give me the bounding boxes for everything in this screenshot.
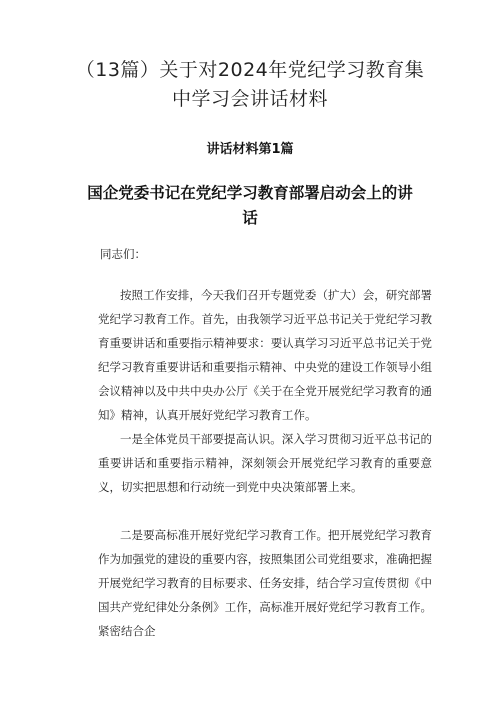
section-label: 讲话材料第1篇 (206, 142, 294, 157)
salutation: 同志们： (100, 247, 146, 261)
body-paragraph: 按照工作安排，今天我们召开专题党委（扩大）会，研究部署党纪学习教育工作。首先，由我领学习近平总书记关于党纪学习教育重要讲话和重要指示精神要求：要认真学习习近平总书记关于党纪学习教育重要讲话和重要指示精神、中央党的建设工作领导小组会议精神以及中共中央办公厅《关于在全党开展党纪学习教育的通知》精神，认真开展好党纪学习教育工作。 (98, 288, 432, 422)
document-title: （13篇）关于对2024年党纪学习教育集中学习会讲话材料 (75, 59, 425, 110)
speech-title: 国企党委书记在党纪学习教育部署启动会上的讲话 (87, 184, 413, 227)
body-paragraph: 一是全体党员干部要提高认识。深入学习贯彻习近平总书记的重要讲话和重要指示精神，深刻领会开展党纪学习教育的重要意义，切实把思想和行动统一到党中央决策部署上来。 (98, 432, 432, 494)
body-paragraph: 二是要高标准开展好党纪学习教育工作。把开展党纪学习教育作为加强党的建设的重要内容，按照集团公司党组要求，准确把握开展党纪学习教育的目标要求、任务安排，结合学习宣传贯彻《中国共产党纪律处分条例》工作，高标准开展好党纪学习教育工作。紧密结合企 (98, 528, 432, 638)
